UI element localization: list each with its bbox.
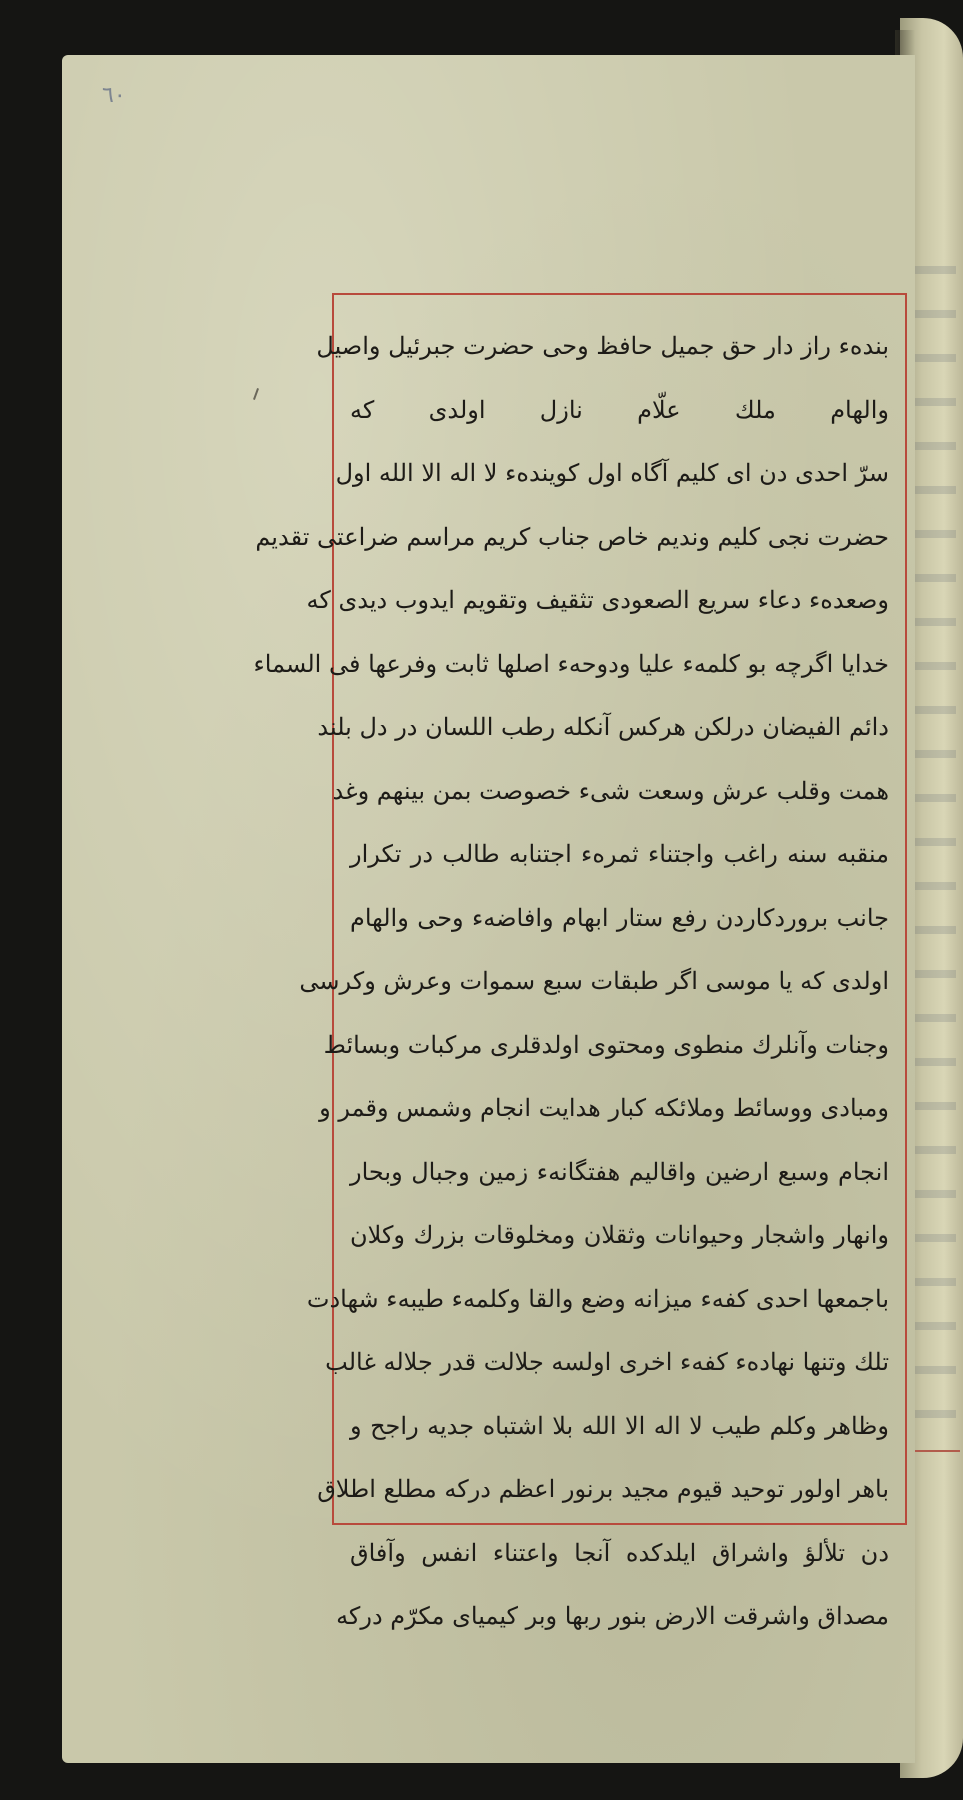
text-line: وجنات وآنلرك منطوی ومحتوی اولدقلری مرکبات وبسائط xyxy=(323,1030,889,1059)
adjacent-page-text-bleed xyxy=(908,230,956,1430)
folio-number: ٦٠ xyxy=(102,83,126,108)
text-line: منقبه سنه راغب واجتناء ثمره‌ء اجتنابه طالب در تکرار xyxy=(350,840,889,868)
text-line: والهام ملك علّام نازل اولدی که xyxy=(350,395,889,424)
text-line: وانهار واشجار وحیوانات وثقلان ومخلوقات بزرك وکلان xyxy=(350,1221,889,1249)
text-line: سرّ احدی دن ای کلیم آگاه اول کوینده‌ء لا اله الا الله اول xyxy=(335,459,889,487)
text-line: ومبادی ووسائط وملائکه کبار هدایت انجام وشمس وقمر و xyxy=(319,1094,889,1122)
text-line: مصداق واشرقت الارض بنور ربها وبر کیمیای مکرّم درکه xyxy=(336,1602,889,1630)
text-line: دن تلألؤ واشراق ایلدکده آنجا واعتناء انفس وآفاق xyxy=(350,1538,889,1567)
text-line: جانب بروردکاردن رفع ستار ابهام وافاضه‌ء وحی والهام xyxy=(350,903,889,932)
text-line: حضرت نجی کلیم وندیم خاص جناب کریم مراسم ضراعتی تقدیم xyxy=(255,522,889,551)
text-line: بنده‌ء راز دار حق جمیل حافظ وحی حضرت جبرئیل واصیل xyxy=(316,332,889,360)
text-line: باجمعها احدی کفه‌ء میزانه وضع والقا وکلمه‌ء طیبه‌ء شهادت xyxy=(306,1284,889,1313)
text-block-frame xyxy=(253,293,907,1630)
text-line: وظاهر وکلم طیب لا اله الا الله بلا اشتباه جدیه راجح و xyxy=(350,1411,889,1440)
text-line: همت وقلب عرش وسعت شیء خصوصت بمن بینهم وغد xyxy=(332,776,889,805)
manuscript-page xyxy=(62,55,915,1763)
text-line: دائم الفیضان درلکن هرکس آنکله رطب اللسان در دل بلند xyxy=(317,713,889,741)
text-line: وصعده‌ء دعاء سریع الصعودی تثقیف وتقویم ایدوب دیدی که xyxy=(306,586,889,614)
text-line: خدایا اگرچه بو کلمه‌ء علیا ودوحه‌ء اصلها ثابت وفرعها فی السماء xyxy=(253,649,889,678)
text-line: اولدی که یا موسی اگر طبقات سبع سموات وعرش وکرسی xyxy=(299,967,889,995)
text-line: انجام وسبع ارضین واقالیم هفتگانه‌ء زمین وجبال وبحار xyxy=(350,1157,889,1186)
text-line: تلك وتنها نهاده‌ء کفه‌ء اخری اولسه جلالت قدر جلاله غالب xyxy=(325,1348,889,1376)
text-line: باهر اولور توحید قیوم مجید برنور اعظم درکه مطلع اطلاق xyxy=(317,1475,889,1503)
adjacent-page-frame-line xyxy=(908,1450,960,1452)
